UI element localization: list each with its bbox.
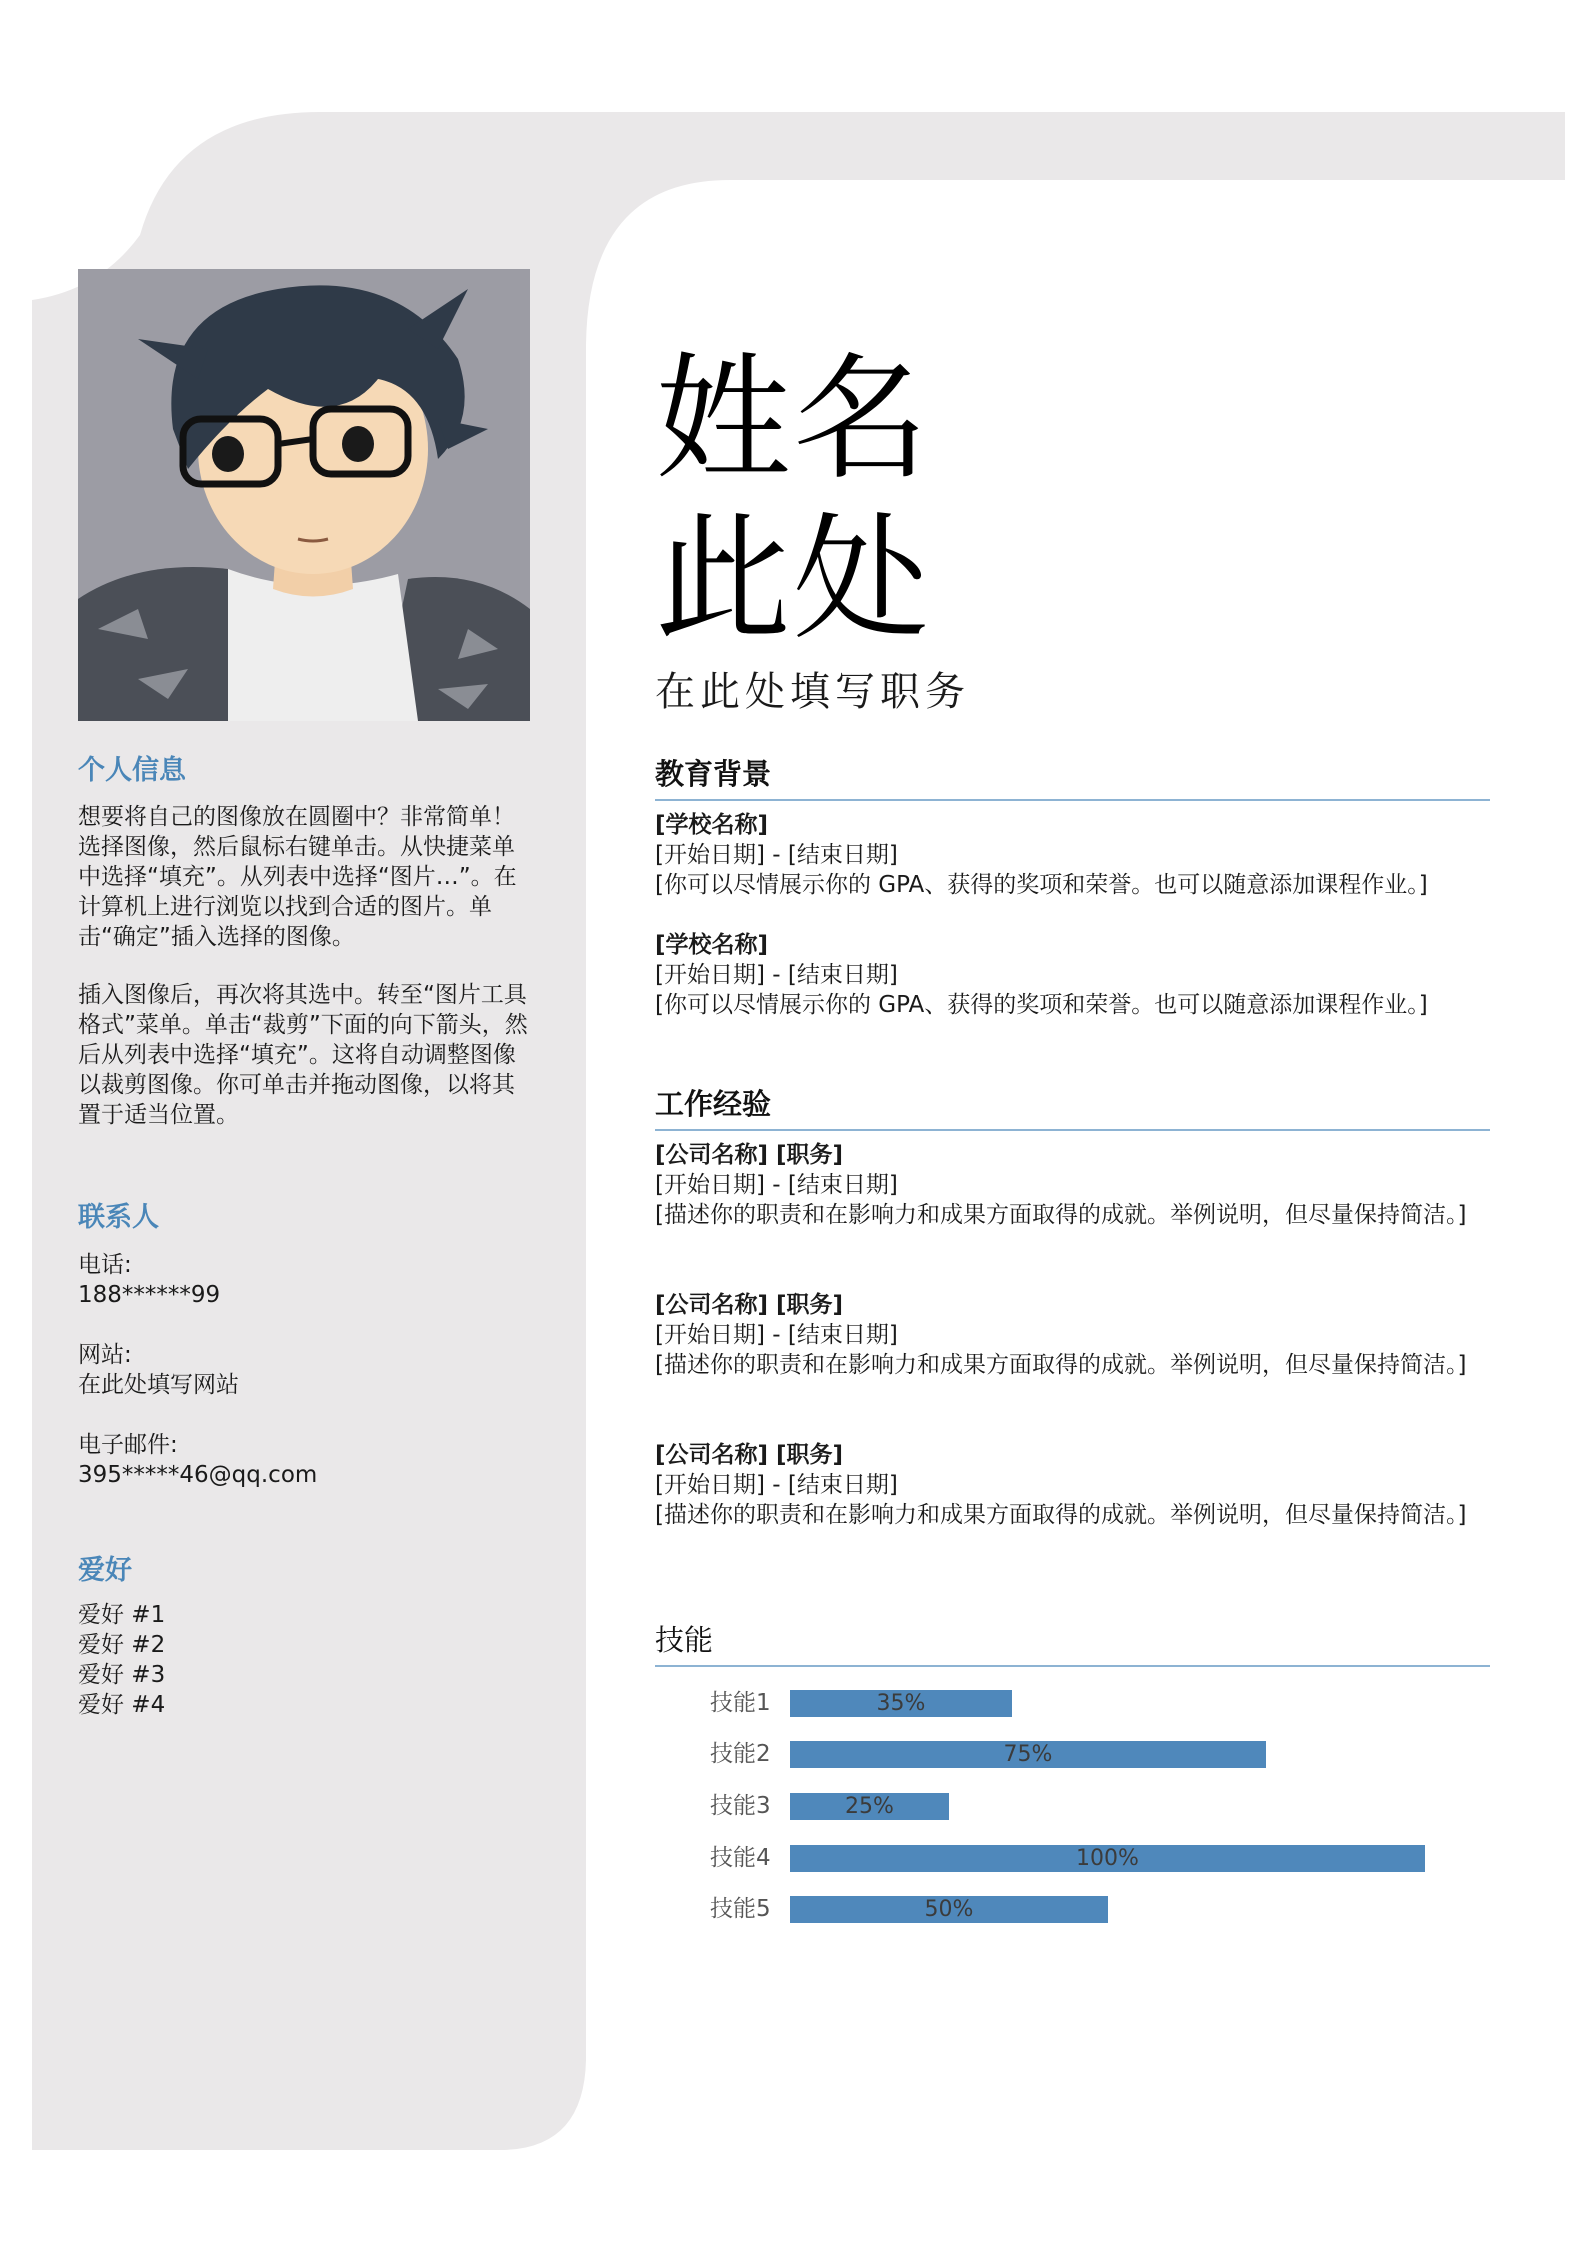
education-entry: [655, 930, 1490, 1020]
website-value[interactable]: 在此处填写网站: [78, 1372, 239, 1398]
personal-info-heading: 个人信息: [78, 755, 186, 786]
skill-label: 技能1: [710, 1690, 771, 1716]
phone-value: 188******99: [78, 1282, 221, 1308]
email-label: 电子邮件:: [78, 1432, 178, 1458]
skill-label: 技能2: [710, 1741, 771, 1767]
skill-label: 技能3: [710, 1793, 771, 1819]
hobbies-list: [78, 1600, 528, 1720]
hobby-item: 爱好 #1: [78, 1602, 166, 1628]
work-heading: 工作经验: [655, 1082, 1490, 1131]
work-dates: [开始日期] - [结束日期]: [655, 1472, 898, 1498]
phone-label: 电话:: [78, 1252, 132, 1278]
hobbies-heading: 爱好: [78, 1555, 132, 1586]
school-name: [学校名称]: [655, 812, 769, 838]
email-value[interactable]: 395*****46@qq.com: [78, 1462, 318, 1488]
skills-heading: 技能: [655, 1618, 1490, 1667]
work-dates: [开始日期] - [结束日期]: [655, 1172, 898, 1198]
skill-bar: 75%: [790, 1741, 1266, 1768]
skill-row: [655, 1739, 1490, 1769]
contact-block: [78, 1250, 528, 1490]
hobby-item: 爱好 #2: [78, 1632, 166, 1658]
skill-row: [655, 1843, 1490, 1873]
hobby-item: 爱好 #4: [78, 1692, 166, 1718]
skill-bar: 25%: [790, 1793, 949, 1820]
education-entry: [655, 810, 1490, 900]
skill-label: 技能5: [710, 1896, 771, 1922]
profile-photo: [78, 269, 530, 721]
company-title: [公司名称] [职务]: [655, 1292, 844, 1318]
personal-info-paragraph: 插入图像后，再次将其选中。转至“图片工具格式”菜单。单击“裁剪”下面的向下箭头，然后从列表中选择“填充”。这将自动调整图像以裁剪图像。你可单击并拖动图像，以将其置于适当位置。: [78, 982, 528, 1128]
education-description: [你可以尽情展示你的 GPA、获得的奖项和荣誉。也可以随意添加课程作业。]: [655, 872, 1428, 898]
skill-row: [655, 1688, 1490, 1718]
education-dates: [开始日期] - [结束日期]: [655, 842, 898, 868]
company-title: [公司名称] [职务]: [655, 1442, 844, 1468]
name-heading: [655, 340, 931, 660]
skill-bar: 35%: [790, 1690, 1012, 1717]
hobby-item: 爱好 #3: [78, 1662, 166, 1688]
skills-chart: [655, 1662, 1490, 1932]
name-line-1: 姓名: [655, 341, 931, 499]
skill-bar: 100%: [790, 1845, 1425, 1872]
skill-row: [655, 1791, 1490, 1821]
personal-info-paragraph: 想要将自己的图像放在圆圈中？非常简单！选择图像，然后鼠标右键单击。从快捷菜单中选择“填充”。从列表中选择“图片…”。在计算机上进行浏览以找到合适的图片。单击“确定”插入选择的图像。: [78, 804, 517, 950]
education-dates: [开始日期] - [结束日期]: [655, 962, 898, 988]
skill-label: 技能4: [710, 1845, 771, 1871]
name-line-2: 此处: [655, 501, 931, 659]
work-entry: [655, 1140, 1490, 1230]
job-title: 在此处填写职务: [655, 669, 970, 715]
education-heading: 教育背景: [655, 752, 1490, 801]
company-title: [公司名称] [职务]: [655, 1142, 844, 1168]
work-dates: [开始日期] - [结束日期]: [655, 1322, 898, 1348]
work-entry: [655, 1290, 1490, 1380]
contact-heading: 联系人: [78, 1202, 159, 1233]
work-entry: [655, 1440, 1490, 1530]
education-description: [你可以尽情展示你的 GPA、获得的奖项和荣誉。也可以随意添加课程作业。]: [655, 992, 1428, 1018]
work-description: [描述你的职责和在影响力和成果方面取得的成就。举例说明，但尽量保持简洁。]: [655, 1352, 1467, 1378]
skill-bar: 50%: [790, 1896, 1108, 1923]
website-label: 网站:: [78, 1342, 132, 1368]
personal-info-text: [78, 802, 528, 1130]
work-description: [描述你的职责和在影响力和成果方面取得的成就。举例说明，但尽量保持简洁。]: [655, 1502, 1467, 1528]
skill-row: [655, 1894, 1490, 1924]
work-description: [描述你的职责和在影响力和成果方面取得的成就。举例说明，但尽量保持简洁。]: [655, 1202, 1467, 1228]
school-name: [学校名称]: [655, 932, 769, 958]
